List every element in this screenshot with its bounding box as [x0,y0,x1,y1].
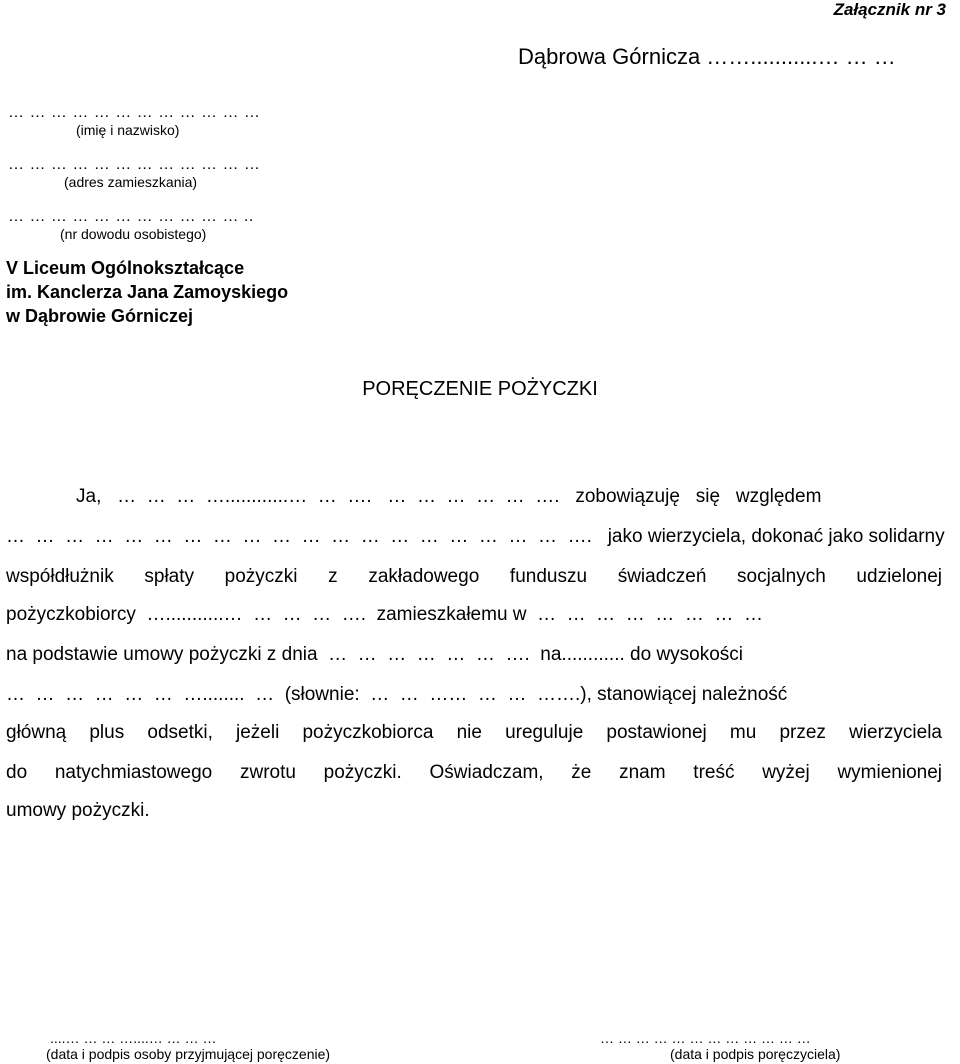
body-line-7: główną plus odsetki, jeżeli pożyczkobiorca nie ureguluje postawionej mu przez wierzyciela [6,722,942,743]
body-line-6: … … … … … … …........ … (słownie: … … …… … … …….), stanowiącej należność [6,684,788,705]
place-date-field: Dąbrowa Górnicza ……...........… … … [518,44,896,69]
guarantor-signature-dots: … … … … … … … … … … … … [600,1030,811,1046]
school-name-line-3: w Dąbrowie Górniczej [6,306,194,326]
receiver-signature-dots: ....… … … …....… … … … [50,1030,217,1046]
body-line-3: współdłużnik spłaty pożyczki z zakładowego funduszu świadczeń socjalnych udzielonej [6,566,942,587]
annex-label: Załącznik nr 3 [833,0,946,19]
name-caption: (imię i nazwisko) [76,122,180,138]
id-dots: … … … … … … … … … … … .. [8,208,254,225]
body-line-9: umowy pożyczki. [6,800,150,821]
body-line-5: na podstawie umowy pożyczki z dnia … … … … … … …. na............ do wysokości [6,644,744,665]
id-caption: (nr dowodu osobistego) [60,226,207,242]
school-name-line-2: im. Kanclerza Jana Zamoyskiego [6,282,289,302]
address-caption: (adres zamieszkania) [64,174,198,190]
address-dots: … … … … … … … … … … … … [8,156,261,173]
body-line-1: Ja, … … … …............… … …. … … … … … …. zobowiązuję się względem [76,486,822,507]
guarantor-signature-caption: (data i podpis poręczyciela) [670,1046,841,1062]
school-name-line-1: V Liceum Ogólnokształcące [6,258,245,278]
body-line-4: pożyczkobiorcy …...........… … … … …. zamieszkałemu w … … … … … … … … [6,604,763,625]
name-dots: … … … … … … … … … … … … [8,104,261,121]
body-line-2: … … … … … … … … … … … … … … … … … … … …. jako wierzyciela, dokonać jako solidarny [6,526,945,547]
body-line-8: do natychmiastowego zwrotu pożyczki. Oświadczam, że znam treść wyżej wymienionej [6,762,942,783]
document-title: PORĘCZENIE POŻYCZKI [362,378,598,400]
receiver-signature-caption: (data i podpis osoby przyjmującej poręczenie) [46,1046,331,1062]
